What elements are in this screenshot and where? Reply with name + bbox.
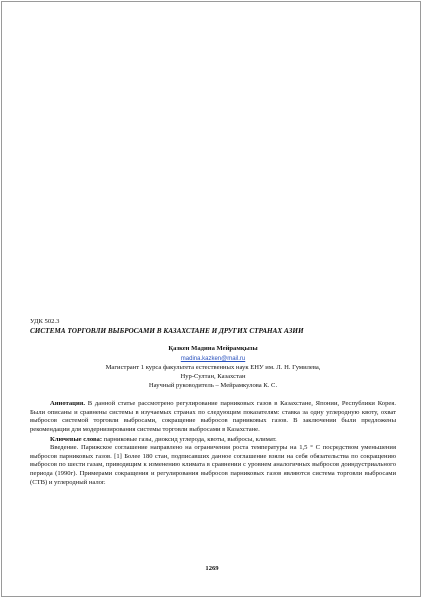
introduction-paragraph: Введение. Парижское соглашение направлено на ограничения роста температуры на 1,5 ° С посредством уменьшения выбросов парниковых газов. [1] Более 180 стан, подписавших данное соглашение взяли на себя обязательства по сокращению выбросов по шести газам, приводящим к изменению климата в сравнении с уровнем аналогичных выбросов доиндустриального периода (1990г). Примерами сокращения и регулирования выбросов парниковых газов являются система торговли выбросами (СТВ) и углеродный налог.	[30, 444, 396, 486]
keywords-paragraph	[30, 436, 396, 445]
affiliation-line-2: Нур-Султан, Казахстан	[180, 372, 246, 380]
supervisor-line: Научный руководитель – Мейрамкулова К. С.	[148, 381, 278, 389]
abstract-text: В данной статье рассмотрено регулирование парниковых газов в Казахстане, Японии, Республики Корея. Были описаны и сравнены системы в изучаемых странах по следующим показателям: ставка за одну углеродную квоту, охват выбросов системой торговли выбросами, сокращение выбросов парниковых газов. В заключении были предложены рекомендации для модернизирования системы торговли выбросами в Казахстане.	[30, 400, 396, 433]
article-body	[30, 318, 396, 487]
affiliation-line-1: Магистрант 1 курса факультета естественных наук ЕНУ им. Л. Н. Гумилева,	[105, 364, 321, 372]
keywords-text: парниковые газы, диоксид углерода, квоты, выбросы, климат.	[103, 435, 277, 443]
keywords-label: Ключевые слова:	[50, 435, 103, 443]
page-number: 1269	[205, 565, 219, 572]
abstract-paragraph	[30, 400, 396, 434]
article-title: СИСТЕМА ТОРГОВЛИ ВЫБРОСАМИ В КАЗАХСТАНЕ И ДРУГИХ СТРАНАХ АЗИИ	[30, 326, 304, 335]
author-email-line	[30, 355, 396, 364]
abstract-label: Аннотация.	[50, 400, 86, 408]
author-name: Қазкен Мадина Мейрамқызы	[168, 345, 258, 353]
udk-code: УДК 502.3	[30, 318, 60, 325]
author-email-link[interactable]: madina.kazken@mail.ru	[180, 355, 246, 362]
page-border	[1, 1, 421, 597]
